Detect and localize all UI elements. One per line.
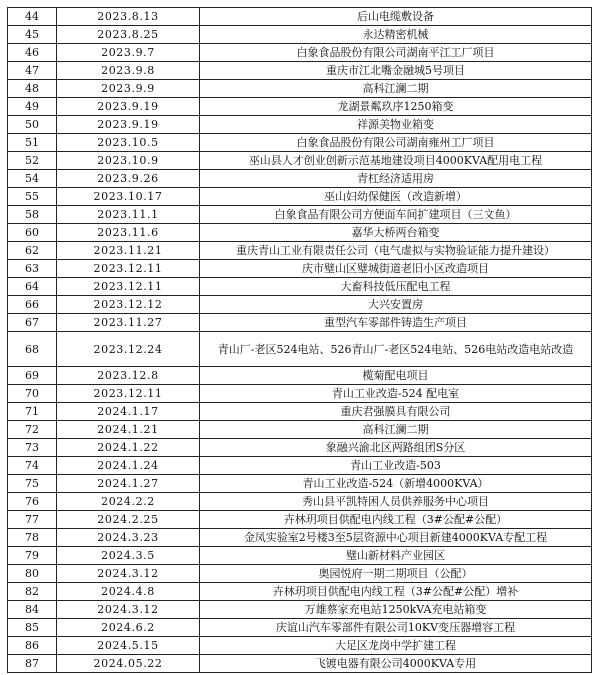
row-number-cell: 84 bbox=[8, 601, 57, 619]
row-number-cell: 54 bbox=[8, 170, 57, 188]
project-name-cell: 青山工业改造-503 bbox=[200, 457, 592, 475]
table-row bbox=[8, 547, 592, 565]
date-cell: 2023.11.21 bbox=[57, 242, 200, 260]
row-number-cell: 64 bbox=[8, 278, 57, 296]
row-number-cell: 78 bbox=[8, 529, 57, 547]
date-cell: 2023.9.26 bbox=[57, 170, 200, 188]
table-row bbox=[8, 134, 592, 152]
table-row bbox=[8, 529, 592, 547]
project-name-cell: 金凤实验室2号楼3至5层资源中心项目新建4000KVA专配工程 bbox=[200, 529, 592, 547]
table-row bbox=[8, 421, 592, 439]
table-row bbox=[8, 601, 592, 619]
project-name-cell: 青山工业改造-524（新增4000KVA） bbox=[200, 475, 592, 493]
row-number-cell: 46 bbox=[8, 44, 57, 62]
table-row bbox=[8, 8, 592, 26]
project-name-cell: 巫山县人才创业创新示范基地建设项目4000KVA配用电工程 bbox=[200, 152, 592, 170]
project-name-cell: 青山工业改造-524 配电室 bbox=[200, 385, 592, 403]
project-name-cell: 卉林玥项目供配电内线工程（3#公配#公配）增补 bbox=[200, 583, 592, 601]
table-row bbox=[8, 296, 592, 314]
row-number-cell: 82 bbox=[8, 583, 57, 601]
date-cell: 2023.8.13 bbox=[57, 8, 200, 26]
table-row bbox=[8, 62, 592, 80]
date-cell: 2024.3.5 bbox=[57, 547, 200, 565]
row-number-cell: 87 bbox=[8, 655, 57, 673]
row-number-cell: 62 bbox=[8, 242, 57, 260]
date-cell: 2024.6.2 bbox=[57, 619, 200, 637]
row-number-cell: 44 bbox=[8, 8, 57, 26]
table-row bbox=[8, 565, 592, 583]
table-row bbox=[8, 116, 592, 134]
project-name-cell: 大畜科技低压配电工程 bbox=[200, 278, 592, 296]
project-name-cell: 青杠经济适用房 bbox=[200, 170, 592, 188]
date-cell: 2024.3.23 bbox=[57, 529, 200, 547]
table-row bbox=[8, 655, 592, 673]
row-number-cell: 86 bbox=[8, 637, 57, 655]
table-row bbox=[8, 403, 592, 421]
table-row bbox=[8, 583, 592, 601]
row-number-cell: 49 bbox=[8, 98, 57, 116]
row-number-cell: 74 bbox=[8, 457, 57, 475]
project-name-cell: 大足区龙岗中学扩建工程 bbox=[200, 637, 592, 655]
project-name-cell: 重庆青山工业有限责任公司（电气虚拟与实物验证能力提升建设） bbox=[200, 242, 592, 260]
project-name-cell: 象融兴渝北区两路组团S分区 bbox=[200, 439, 592, 457]
date-cell: 2024.3.12 bbox=[57, 565, 200, 583]
date-cell: 2023.9.8 bbox=[57, 62, 200, 80]
row-number-cell: 45 bbox=[8, 26, 57, 44]
table-row bbox=[8, 206, 592, 224]
table-row bbox=[8, 457, 592, 475]
table-row bbox=[8, 26, 592, 44]
table-row bbox=[8, 170, 592, 188]
date-cell: 2023.12.11 bbox=[57, 260, 200, 278]
row-number-cell: 63 bbox=[8, 260, 57, 278]
date-cell: 2024.5.15 bbox=[57, 637, 200, 655]
table-row bbox=[8, 278, 592, 296]
project-name-cell: 庆市璧山区璧城街道老旧小区改造项目 bbox=[200, 260, 592, 278]
table-row bbox=[8, 637, 592, 655]
table-row bbox=[8, 367, 592, 385]
date-cell: 2023.12.12 bbox=[57, 296, 200, 314]
project-list-document bbox=[7, 7, 591, 673]
project-name-cell: 白象食品有限公司方便面车间扩建项目（三文鱼） bbox=[200, 206, 592, 224]
row-number-cell: 55 bbox=[8, 188, 57, 206]
date-cell: 2023.9.9 bbox=[57, 80, 200, 98]
row-number-cell: 79 bbox=[8, 547, 57, 565]
table-row bbox=[8, 619, 592, 637]
date-cell: 2023.12.11 bbox=[57, 385, 200, 403]
project-name-cell: 龙湖景粼玖序1250箱变 bbox=[200, 98, 592, 116]
row-number-cell: 76 bbox=[8, 493, 57, 511]
date-cell: 2024.2.25 bbox=[57, 511, 200, 529]
date-cell: 2024.05.22 bbox=[57, 655, 200, 673]
project-name-cell: 重型汽车零部件铸造生产项目 bbox=[200, 314, 592, 332]
row-number-cell: 75 bbox=[8, 475, 57, 493]
table-row bbox=[8, 80, 592, 98]
table-row bbox=[8, 493, 592, 511]
row-number-cell: 51 bbox=[8, 134, 57, 152]
row-number-cell: 69 bbox=[8, 367, 57, 385]
table-row bbox=[8, 439, 592, 457]
date-cell: 2024.1.27 bbox=[57, 475, 200, 493]
table-row bbox=[8, 152, 592, 170]
project-name-cell: 重庆君强膜具有限公司 bbox=[200, 403, 592, 421]
date-cell: 2023.10.17 bbox=[57, 188, 200, 206]
date-cell: 2024.1.17 bbox=[57, 403, 200, 421]
date-cell: 2023.8.25 bbox=[57, 26, 200, 44]
date-cell: 2023.12.8 bbox=[57, 367, 200, 385]
row-number-cell: 67 bbox=[8, 314, 57, 332]
row-number-cell: 73 bbox=[8, 439, 57, 457]
table-row bbox=[8, 314, 592, 332]
date-cell: 2023.12.11 bbox=[57, 278, 200, 296]
project-name-cell: 永达精密机械 bbox=[200, 26, 592, 44]
row-number-cell: 60 bbox=[8, 224, 57, 242]
table-row bbox=[8, 260, 592, 278]
table-row bbox=[8, 44, 592, 62]
row-number-cell: 72 bbox=[8, 421, 57, 439]
project-name-cell: 青山厂-老区524电站、526青山厂-老区524电站、526电站改造电站改造 bbox=[200, 332, 592, 367]
project-name-cell: 璧山新材料产业园区 bbox=[200, 547, 592, 565]
table-row bbox=[8, 475, 592, 493]
table-row bbox=[8, 332, 592, 367]
row-number-cell: 52 bbox=[8, 152, 57, 170]
row-number-cell: 50 bbox=[8, 116, 57, 134]
project-name-cell: 高科江澜二期 bbox=[200, 421, 592, 439]
row-number-cell: 85 bbox=[8, 619, 57, 637]
date-cell: 2023.9.7 bbox=[57, 44, 200, 62]
row-number-cell: 68 bbox=[8, 332, 57, 367]
table-row bbox=[8, 98, 592, 116]
project-name-cell: 卉林玥项目供配电内线工程（3#公配#公配） bbox=[200, 511, 592, 529]
date-cell: 2024.1.21 bbox=[57, 421, 200, 439]
table-row bbox=[8, 385, 592, 403]
date-cell: 2023.9.19 bbox=[57, 116, 200, 134]
project-name-cell: 祥源美物业箱变 bbox=[200, 116, 592, 134]
row-number-cell: 66 bbox=[8, 296, 57, 314]
project-name-cell: 秀山县平凯特困人员供养服务中心项目 bbox=[200, 493, 592, 511]
table-row bbox=[8, 188, 592, 206]
row-number-cell: 48 bbox=[8, 80, 57, 98]
date-cell: 2023.9.19 bbox=[57, 98, 200, 116]
project-name-cell: 榄菊配电项目 bbox=[200, 367, 592, 385]
date-cell: 2024.2.2 bbox=[57, 493, 200, 511]
date-cell: 2023.11.1 bbox=[57, 206, 200, 224]
date-cell: 2023.11.6 bbox=[57, 224, 200, 242]
project-name-cell: 飞镀电器有限公司4000KVA专用 bbox=[200, 655, 592, 673]
project-name-cell: 大兴安置房 bbox=[200, 296, 592, 314]
project-name-cell: 高科江澜二期 bbox=[200, 80, 592, 98]
row-number-cell: 71 bbox=[8, 403, 57, 421]
project-name-cell: 后山电缆敷设备 bbox=[200, 8, 592, 26]
row-number-cell: 77 bbox=[8, 511, 57, 529]
project-name-cell: 巫山妇幼保健医（改造新增） bbox=[200, 188, 592, 206]
project-table bbox=[7, 7, 592, 673]
row-number-cell: 47 bbox=[8, 62, 57, 80]
project-name-cell: 庆谊山汽车零部件有限公司10KV变压器增容工程 bbox=[200, 619, 592, 637]
date-cell: 2024.3.12 bbox=[57, 601, 200, 619]
row-number-cell: 58 bbox=[8, 206, 57, 224]
project-name-cell: 奥园悦府一期二期项目（公配） bbox=[200, 565, 592, 583]
project-name-cell: 嘉华大桥两台箱变 bbox=[200, 224, 592, 242]
date-cell: 2024.4.8 bbox=[57, 583, 200, 601]
date-cell: 2023.12.24 bbox=[57, 332, 200, 367]
project-name-cell: 白象食品股份有限公司湖南平江工厂项目 bbox=[200, 44, 592, 62]
table-row bbox=[8, 224, 592, 242]
row-number-cell: 80 bbox=[8, 565, 57, 583]
table-row bbox=[8, 511, 592, 529]
table-row bbox=[8, 242, 592, 260]
row-number-cell: 70 bbox=[8, 385, 57, 403]
project-name-cell: 白象食品股份有限公司湖南雍州工厂项目 bbox=[200, 134, 592, 152]
project-name-cell: 重庆市江北嘴金融城5号项目 bbox=[200, 62, 592, 80]
date-cell: 2023.10.5 bbox=[57, 134, 200, 152]
project-name-cell: 万雄蔡家充电站1250kVA充电站箱变 bbox=[200, 601, 592, 619]
date-cell: 2023.10.9 bbox=[57, 152, 200, 170]
date-cell: 2023.11.27 bbox=[57, 314, 200, 332]
project-table-body bbox=[8, 8, 592, 673]
date-cell: 2024.1.24 bbox=[57, 457, 200, 475]
date-cell: 2024.1.22 bbox=[57, 439, 200, 457]
